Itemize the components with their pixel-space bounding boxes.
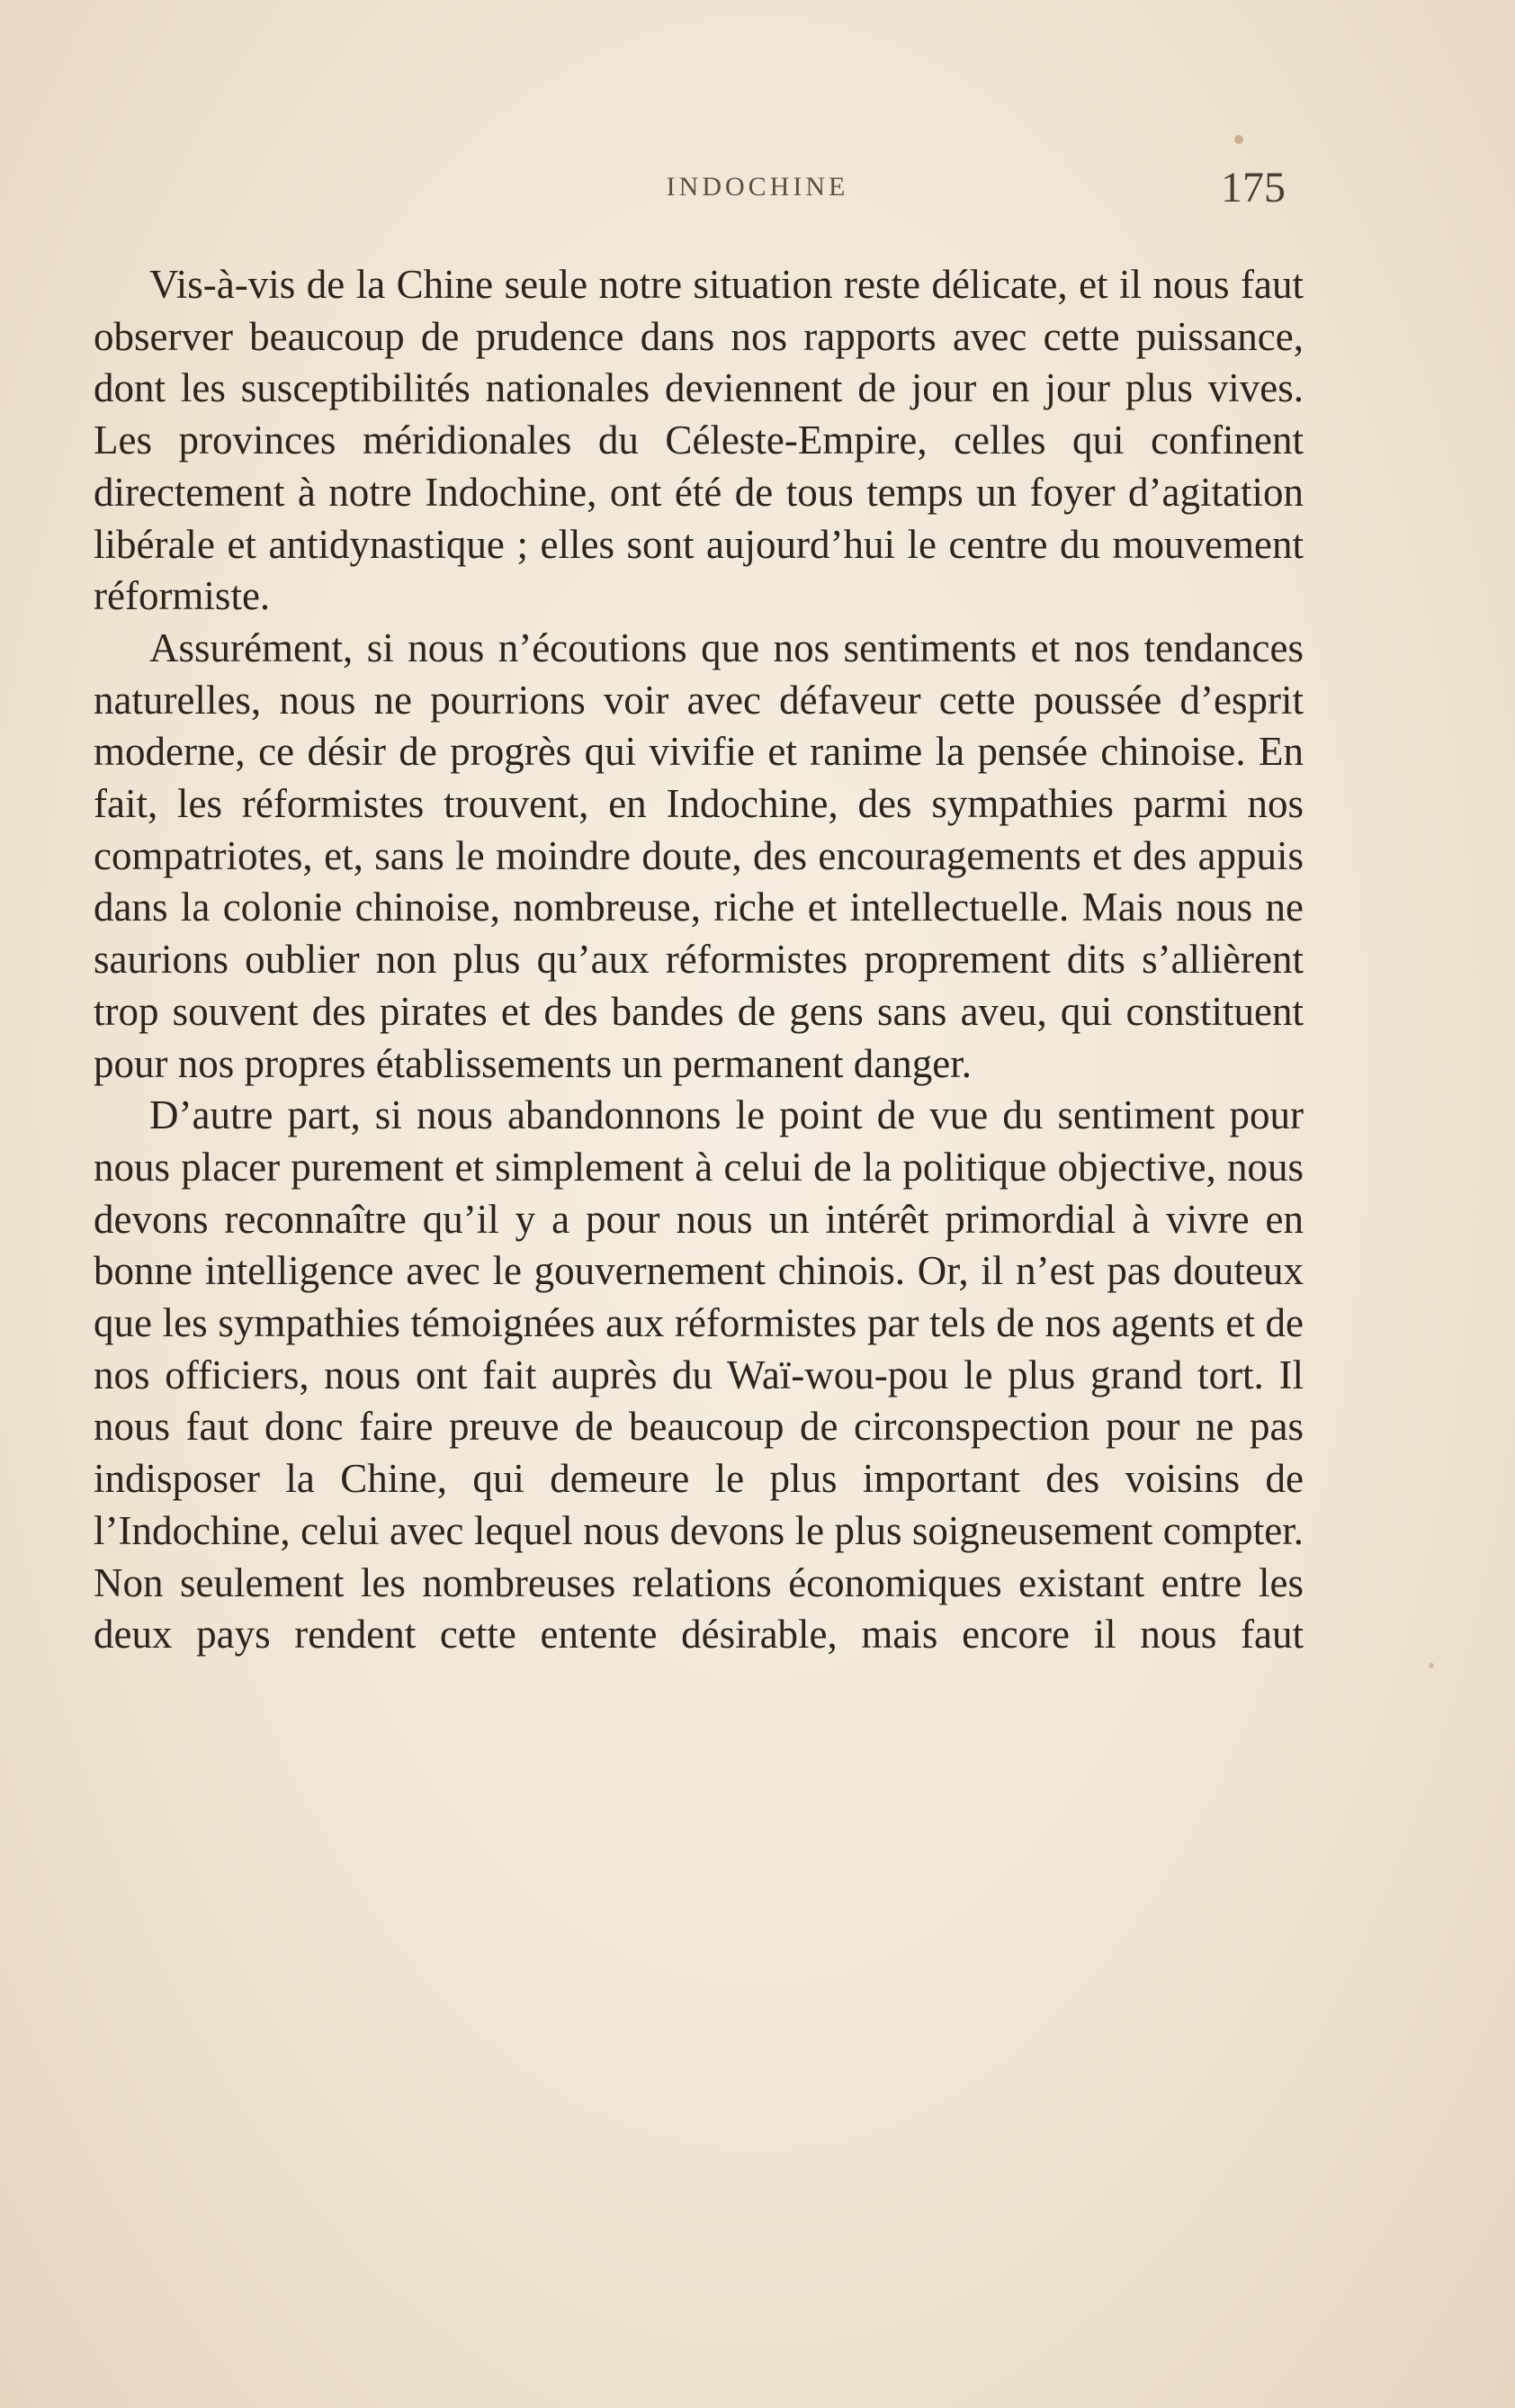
body-text	[94, 259, 1304, 1661]
paragraph-1: Vis-à-vis de la Chine seule notre situation reste délicate, et il nous faut observer beaucoup de prudence dans nos rapports avec cette puissance, dont les susceptibilités nationales deviennent de jour en jour plus vives. Les provinces méridionales du Céleste-Empire, celles qui confinent directement à notre Indochine, ont été de tous temps un foyer d’agitation libérale et antidynastique ; elles sont aujourd’hui le centre du mouvement réformiste.	[94, 262, 1304, 619]
paper-spot	[1234, 135, 1243, 144]
paragraph-2: Assurément, si nous n’écoutions que nos sentiments et nos tendances naturelles, nous ne pourrions voir avec défaveur cette poussée d’esprit moderne, ce désir de progrès qui vivifie et ranime la pensée chinoise. En fait, les réformistes trouvent, en Indochine, des sympathies parmi nos compatriotes, et, sans le moindre doute, des encouragements et des appuis dans la colonie chinoise, nombreuse, riche et intellectuelle. Mais nous ne saurions oublier non plus qu’aux réformistes proprement dits s’allièrent trop souvent des pirates et des bandes de gens sans aveu, qui constituent pour nos propres établissements un permanent danger.	[94, 624, 1304, 1086]
running-title: INDOCHINE	[666, 172, 849, 202]
page-number: 175	[1221, 164, 1286, 211]
page-header	[0, 166, 1515, 220]
paper-spot	[1429, 1663, 1434, 1668]
paragraph-3: D’autre part, si nous abandonnons le point de vue du sentiment pour nous placer purement et simplement à celui de la politique objective, nous devons reconnaître qu’il y a pour nous un intérêt primordial à vivre en bonne intelligence avec le gouvernement chinois. Or, il n’est pas douteux que les sympathies témoignées aux réformistes par tels de nos agents et de nos officiers, nous ont fait auprès du Waï-wou-pou le plus grand tort. Il nous faut donc faire preuve de beaucoup de circonspection pour ne pas indisposer la Chine, qui demeure le plus important des voisins de l’Indochine, celui avec lequel nous devons le plus soigneusement compter. Non seulement les nombreuses relations économiques existant entre les deux pays rendent cette entente désirable, mais encore il nous faut	[94, 1092, 1304, 1658]
